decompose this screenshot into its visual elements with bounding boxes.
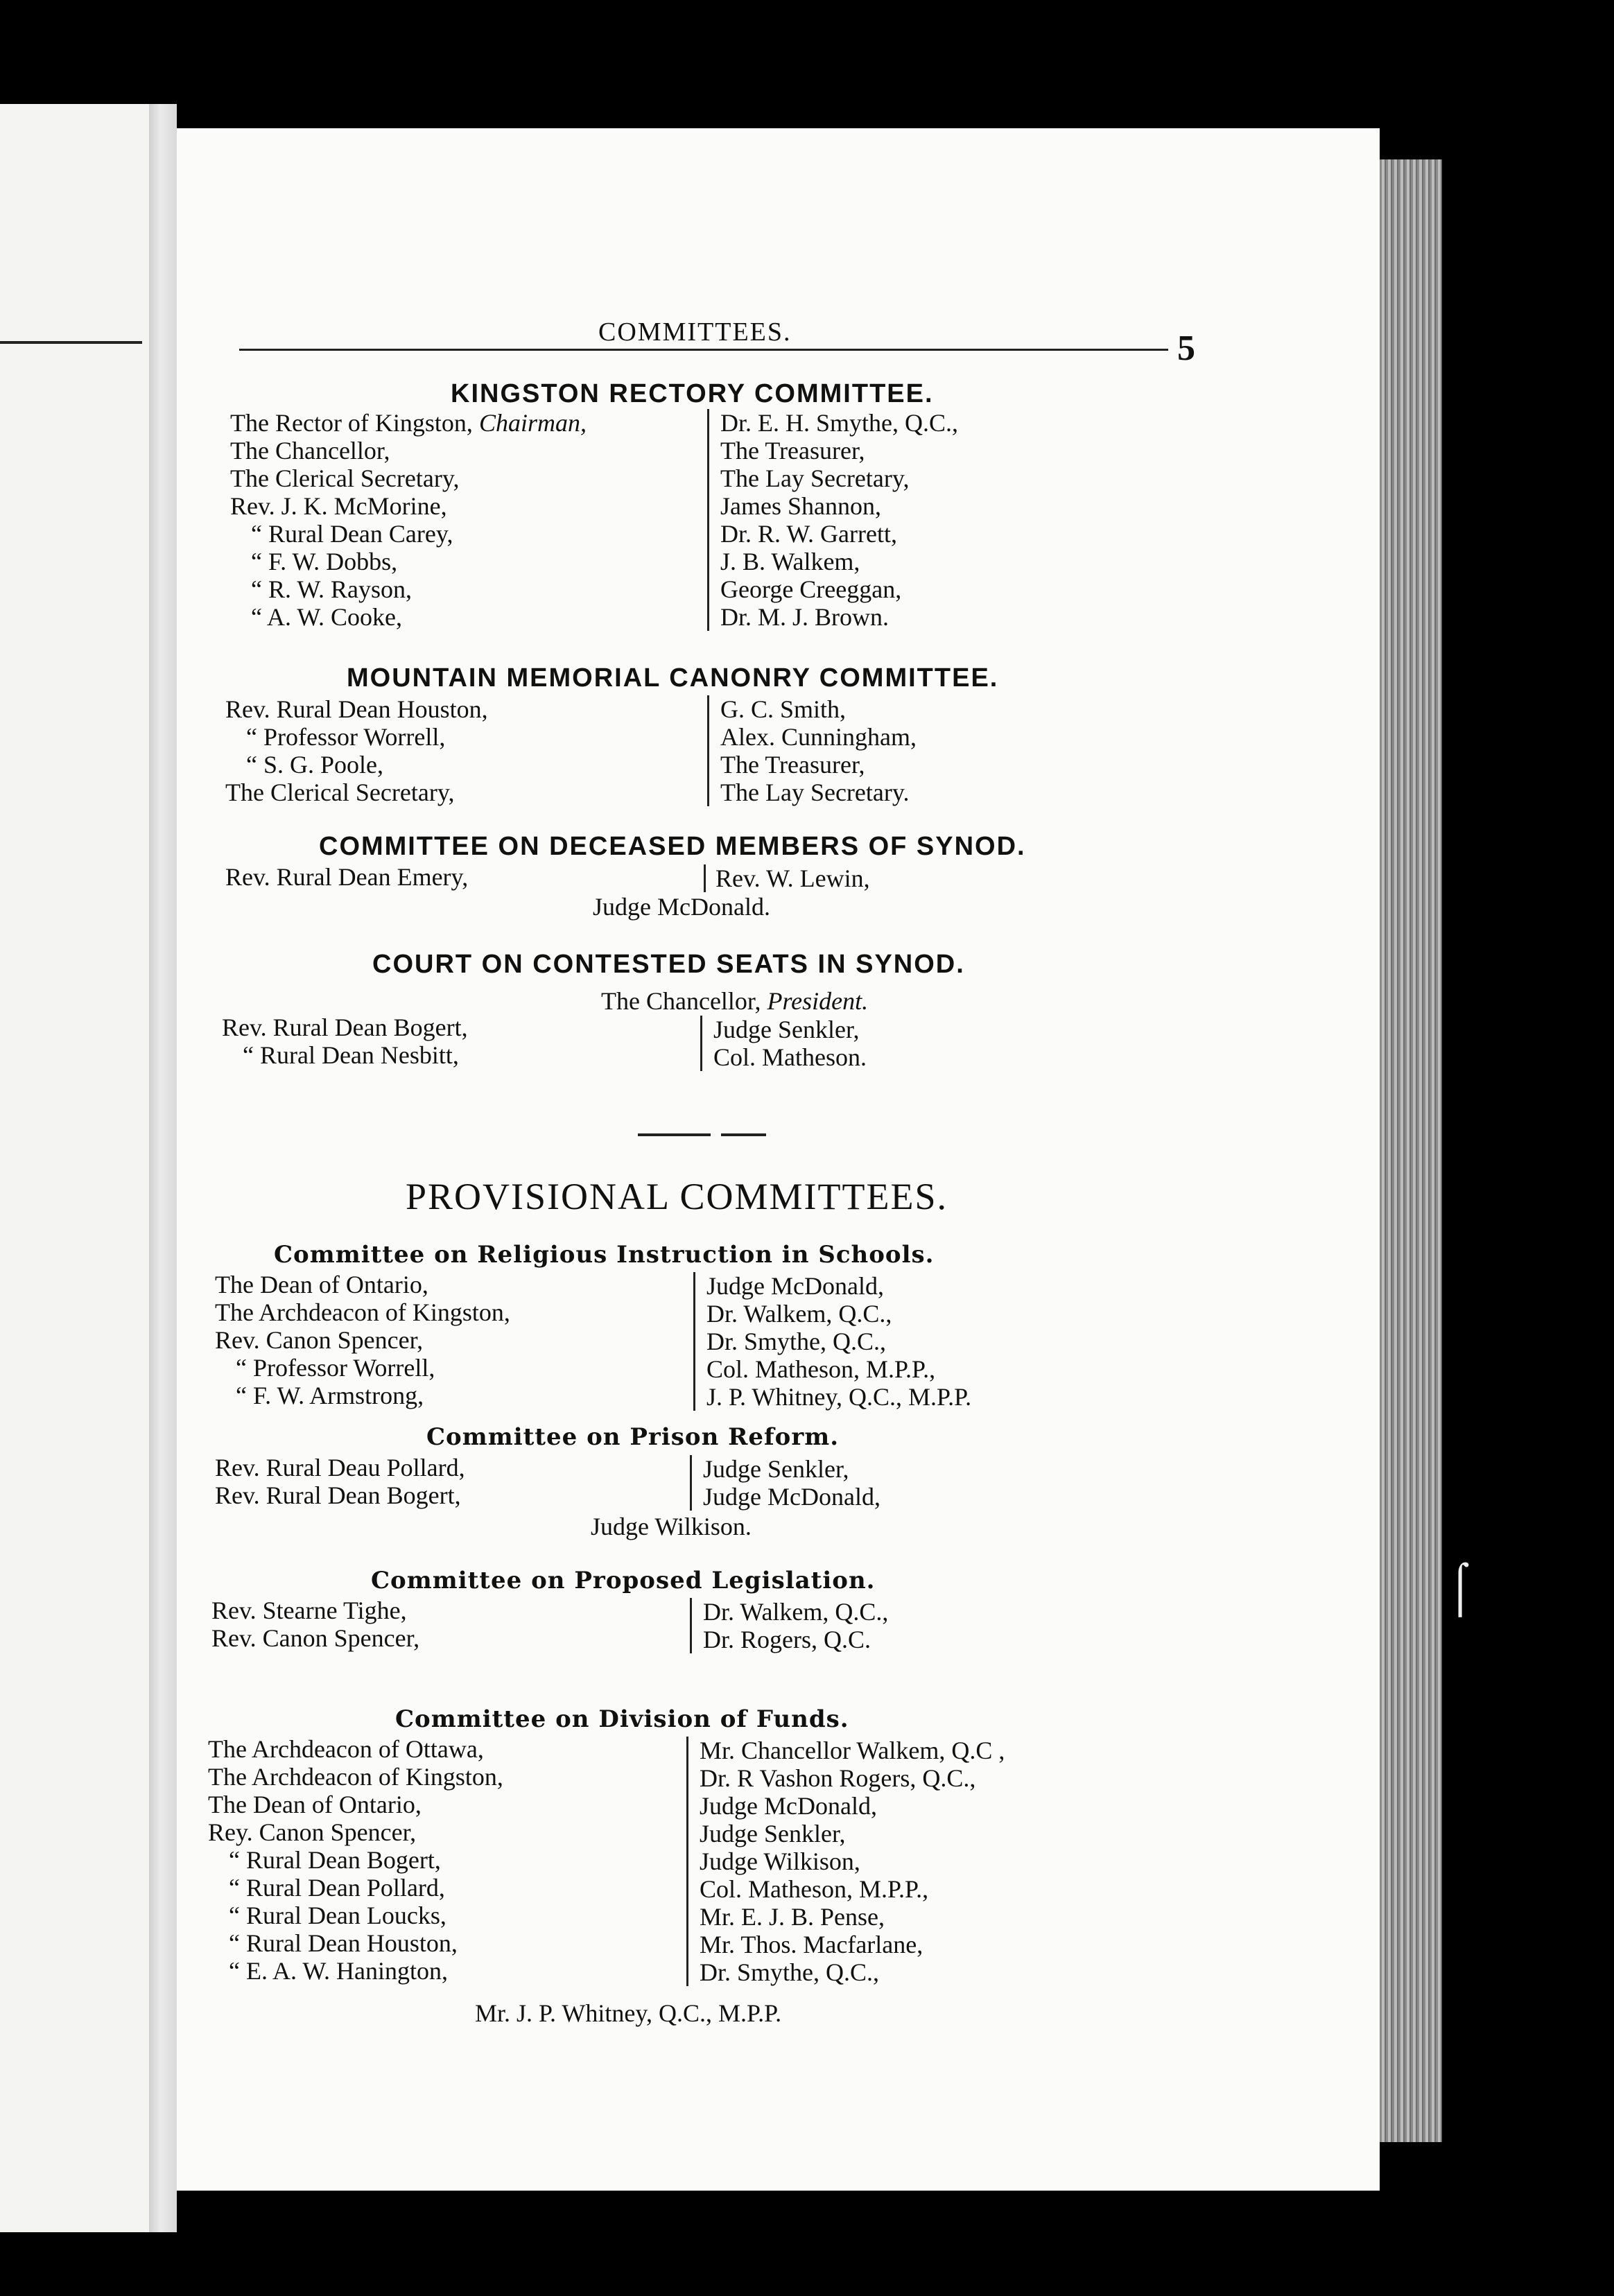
prison-footer: Judge Wilkison. xyxy=(591,1513,752,1540)
book-gutter xyxy=(149,104,177,2232)
list-item: Mr. Thos. Macfarlane, xyxy=(700,1931,923,1958)
list-item: Rey. Canon Spencer, xyxy=(208,1818,417,1846)
list-item: Dr. E. H. Smythe, Q.C., xyxy=(720,409,959,437)
list-item: Rev. Stearne Tighe, xyxy=(211,1597,407,1624)
list-item: Judge Senkler, xyxy=(700,1820,846,1847)
list-item: “ A. W. Cooke, xyxy=(251,603,403,631)
page-number: 5 xyxy=(1177,329,1195,368)
section-title-contested-seats: COURT ON CONTESTED SEATS IN SYNOD. xyxy=(372,950,965,979)
list-item: Rev. Rural Dean Houston, xyxy=(225,695,488,723)
list-item: Judge McDonald, xyxy=(700,1792,877,1820)
list-item: J. B. Walkem, xyxy=(720,548,860,575)
list-item: Rev. W. Lewin, xyxy=(715,864,870,892)
list-item: “ Professor Worrell, xyxy=(236,1354,435,1382)
list-item: “ Rural Dean Bogert, xyxy=(229,1846,441,1874)
funds-right-column xyxy=(686,1737,1005,1986)
list-item: Alex. Cunningham, xyxy=(720,723,917,751)
list-item: The Treasurer, xyxy=(720,437,865,464)
list-item: George Creeggan, xyxy=(720,575,902,603)
deceased-footer: Judge McDonald. xyxy=(593,893,770,921)
list-item: Dr. R Vashon Rogers, Q.C., xyxy=(700,1764,976,1792)
section-title-division-of-funds: Committee on Division of Funds. xyxy=(395,1705,849,1733)
provisional-title: PROVISIONAL COMMITTEES. xyxy=(406,1176,948,1217)
section-title-religious-instruction: Committee on Religious Instruction in Schools. xyxy=(274,1241,935,1269)
list-item: Dr. R. W. Garrett, xyxy=(720,520,897,548)
list-item: Col. Matheson. xyxy=(713,1043,867,1071)
list-item: G. C. Smith, xyxy=(720,695,847,723)
list-item: Judge Senkler, xyxy=(703,1455,849,1483)
separator-dash xyxy=(721,1133,766,1136)
list-item: “ Professor Worrell, xyxy=(246,723,446,751)
list-item: Dr. M. J. Brown. xyxy=(720,603,890,631)
list-item: The Chancellor, xyxy=(230,437,390,464)
list-item: The Lay Secretary. xyxy=(720,779,910,806)
list-item: Dr. Rogers, Q.C. xyxy=(703,1626,871,1653)
list-item: Rev. Rural Dean Emery, xyxy=(225,863,469,891)
list-item: “ Rural Dean Loucks, xyxy=(229,1902,446,1929)
list-item: The Clerical Secretary, xyxy=(230,464,460,492)
list-item: “ Rural Dean Houston, xyxy=(229,1929,458,1957)
list-item: The Archdeacon of Kingston, xyxy=(208,1763,503,1791)
section-title-deceased-members: COMMITTEE ON DECEASED MEMBERS OF SYNOD. xyxy=(319,832,1026,861)
religious-left-column xyxy=(215,1271,510,1409)
list-item: “ Rural Dean Nesbitt, xyxy=(243,1041,459,1069)
mountain-left-column xyxy=(225,695,488,806)
religious-right-column xyxy=(693,1272,971,1411)
previous-page-rule xyxy=(0,341,142,344)
list-item: “ Rural Dean Pollard, xyxy=(229,1874,445,1902)
list-item: Judge Wilkison, xyxy=(700,1847,860,1875)
deceased-right-column xyxy=(704,864,870,892)
list-item: The Dean of Ontario, xyxy=(208,1791,422,1818)
list-item: The Archdeacon of Ottawa, xyxy=(208,1735,484,1763)
book-page xyxy=(177,128,1380,2191)
prison-left-column xyxy=(215,1454,465,1509)
list-item: Dr. Smythe, Q.C., xyxy=(706,1328,887,1355)
list-item: The Lay Secretary, xyxy=(720,464,910,492)
funds-left-column xyxy=(208,1735,503,1985)
contested-left-column xyxy=(222,1014,468,1069)
list-item: J. P. Whitney, Q.C., M.P.P. xyxy=(706,1383,972,1411)
running-head: COMMITTEES. xyxy=(598,318,792,347)
separator-dash xyxy=(638,1133,711,1136)
list-item: Rev. J. K. McMorine, xyxy=(230,492,447,520)
page-edges xyxy=(1380,159,1442,2142)
list-item: Dr. Walkem, Q.C., xyxy=(703,1598,889,1626)
list-item: Rev. Rural Deau Pollard, xyxy=(215,1454,465,1481)
list-item: Judge McDonald, xyxy=(703,1483,880,1511)
list-item: Rev. Rural Dean Bogert, xyxy=(215,1481,461,1509)
kingston-right-column xyxy=(707,409,958,631)
legislation-right-column xyxy=(690,1598,888,1653)
list-item: “ F. W. Dobbs, xyxy=(251,548,398,575)
deceased-left-column xyxy=(225,863,468,891)
list-item: “ Rural Dean Carey, xyxy=(251,520,453,548)
list-item: Dr. Smythe, Q.C., xyxy=(700,1958,880,1986)
legislation-left-column xyxy=(211,1597,419,1652)
list-item: Rev. Rural Dean Bogert, xyxy=(222,1014,468,1041)
contested-president-line: The Chancellor, President. xyxy=(601,987,869,1015)
list-item: Judge McDonald, xyxy=(706,1272,884,1300)
list-item: “ S. G. Poole, xyxy=(246,751,383,779)
prison-right-column xyxy=(690,1455,880,1511)
section-title-mountain-memorial: MOUNTAIN MEMORIAL CANONRY COMMITTEE. xyxy=(347,663,999,693)
list-item: The Archdeacon of Kingston, xyxy=(215,1298,510,1326)
list-item: The Treasurer, xyxy=(720,751,865,779)
list-item: Dr. Walkem, Q.C., xyxy=(706,1300,892,1328)
header-rule xyxy=(239,349,1168,351)
section-title-proposed-legislation: Committee on Proposed Legislation. xyxy=(371,1567,876,1594)
list-item: The Dean of Ontario, xyxy=(215,1271,428,1298)
previous-page xyxy=(0,104,149,2232)
list-item: Col. Matheson, M.P.P., xyxy=(706,1355,936,1383)
section-title-prison-reform: Committee on Prison Reform. xyxy=(426,1423,840,1451)
list-item: The Rector of Kingston, Chairman, xyxy=(230,409,587,437)
list-item: “ R. W. Rayson, xyxy=(251,575,413,603)
list-item: The Clerical Secretary, xyxy=(225,779,455,806)
list-item: Rev. Canon Spencer, xyxy=(215,1326,424,1354)
list-item: Col. Matheson, M.P.P., xyxy=(700,1875,929,1903)
funds-footer: Mr. J. P. Whitney, Q.C., M.P.P. xyxy=(475,1999,782,2027)
list-item: Mr. Chancellor Walkem, Q.C , xyxy=(700,1737,1005,1764)
list-item: “ E. A. W. Hanington, xyxy=(229,1957,448,1985)
contested-right-column xyxy=(700,1016,867,1071)
list-item: James Shannon, xyxy=(720,492,881,520)
kingston-left-column xyxy=(230,409,587,631)
list-item: Rev. Canon Spencer, xyxy=(211,1624,420,1652)
list-item: “ F. W. Armstrong, xyxy=(236,1382,424,1409)
stray-mark-icon: ⌠ xyxy=(1446,1560,1475,1614)
section-title-kingston-rectory: KINGSTON RECTORY COMMITTEE. xyxy=(451,379,934,408)
mountain-right-column xyxy=(707,695,917,806)
list-item: Mr. E. J. B. Pense, xyxy=(700,1903,885,1931)
list-item: Judge Senkler, xyxy=(713,1016,860,1043)
